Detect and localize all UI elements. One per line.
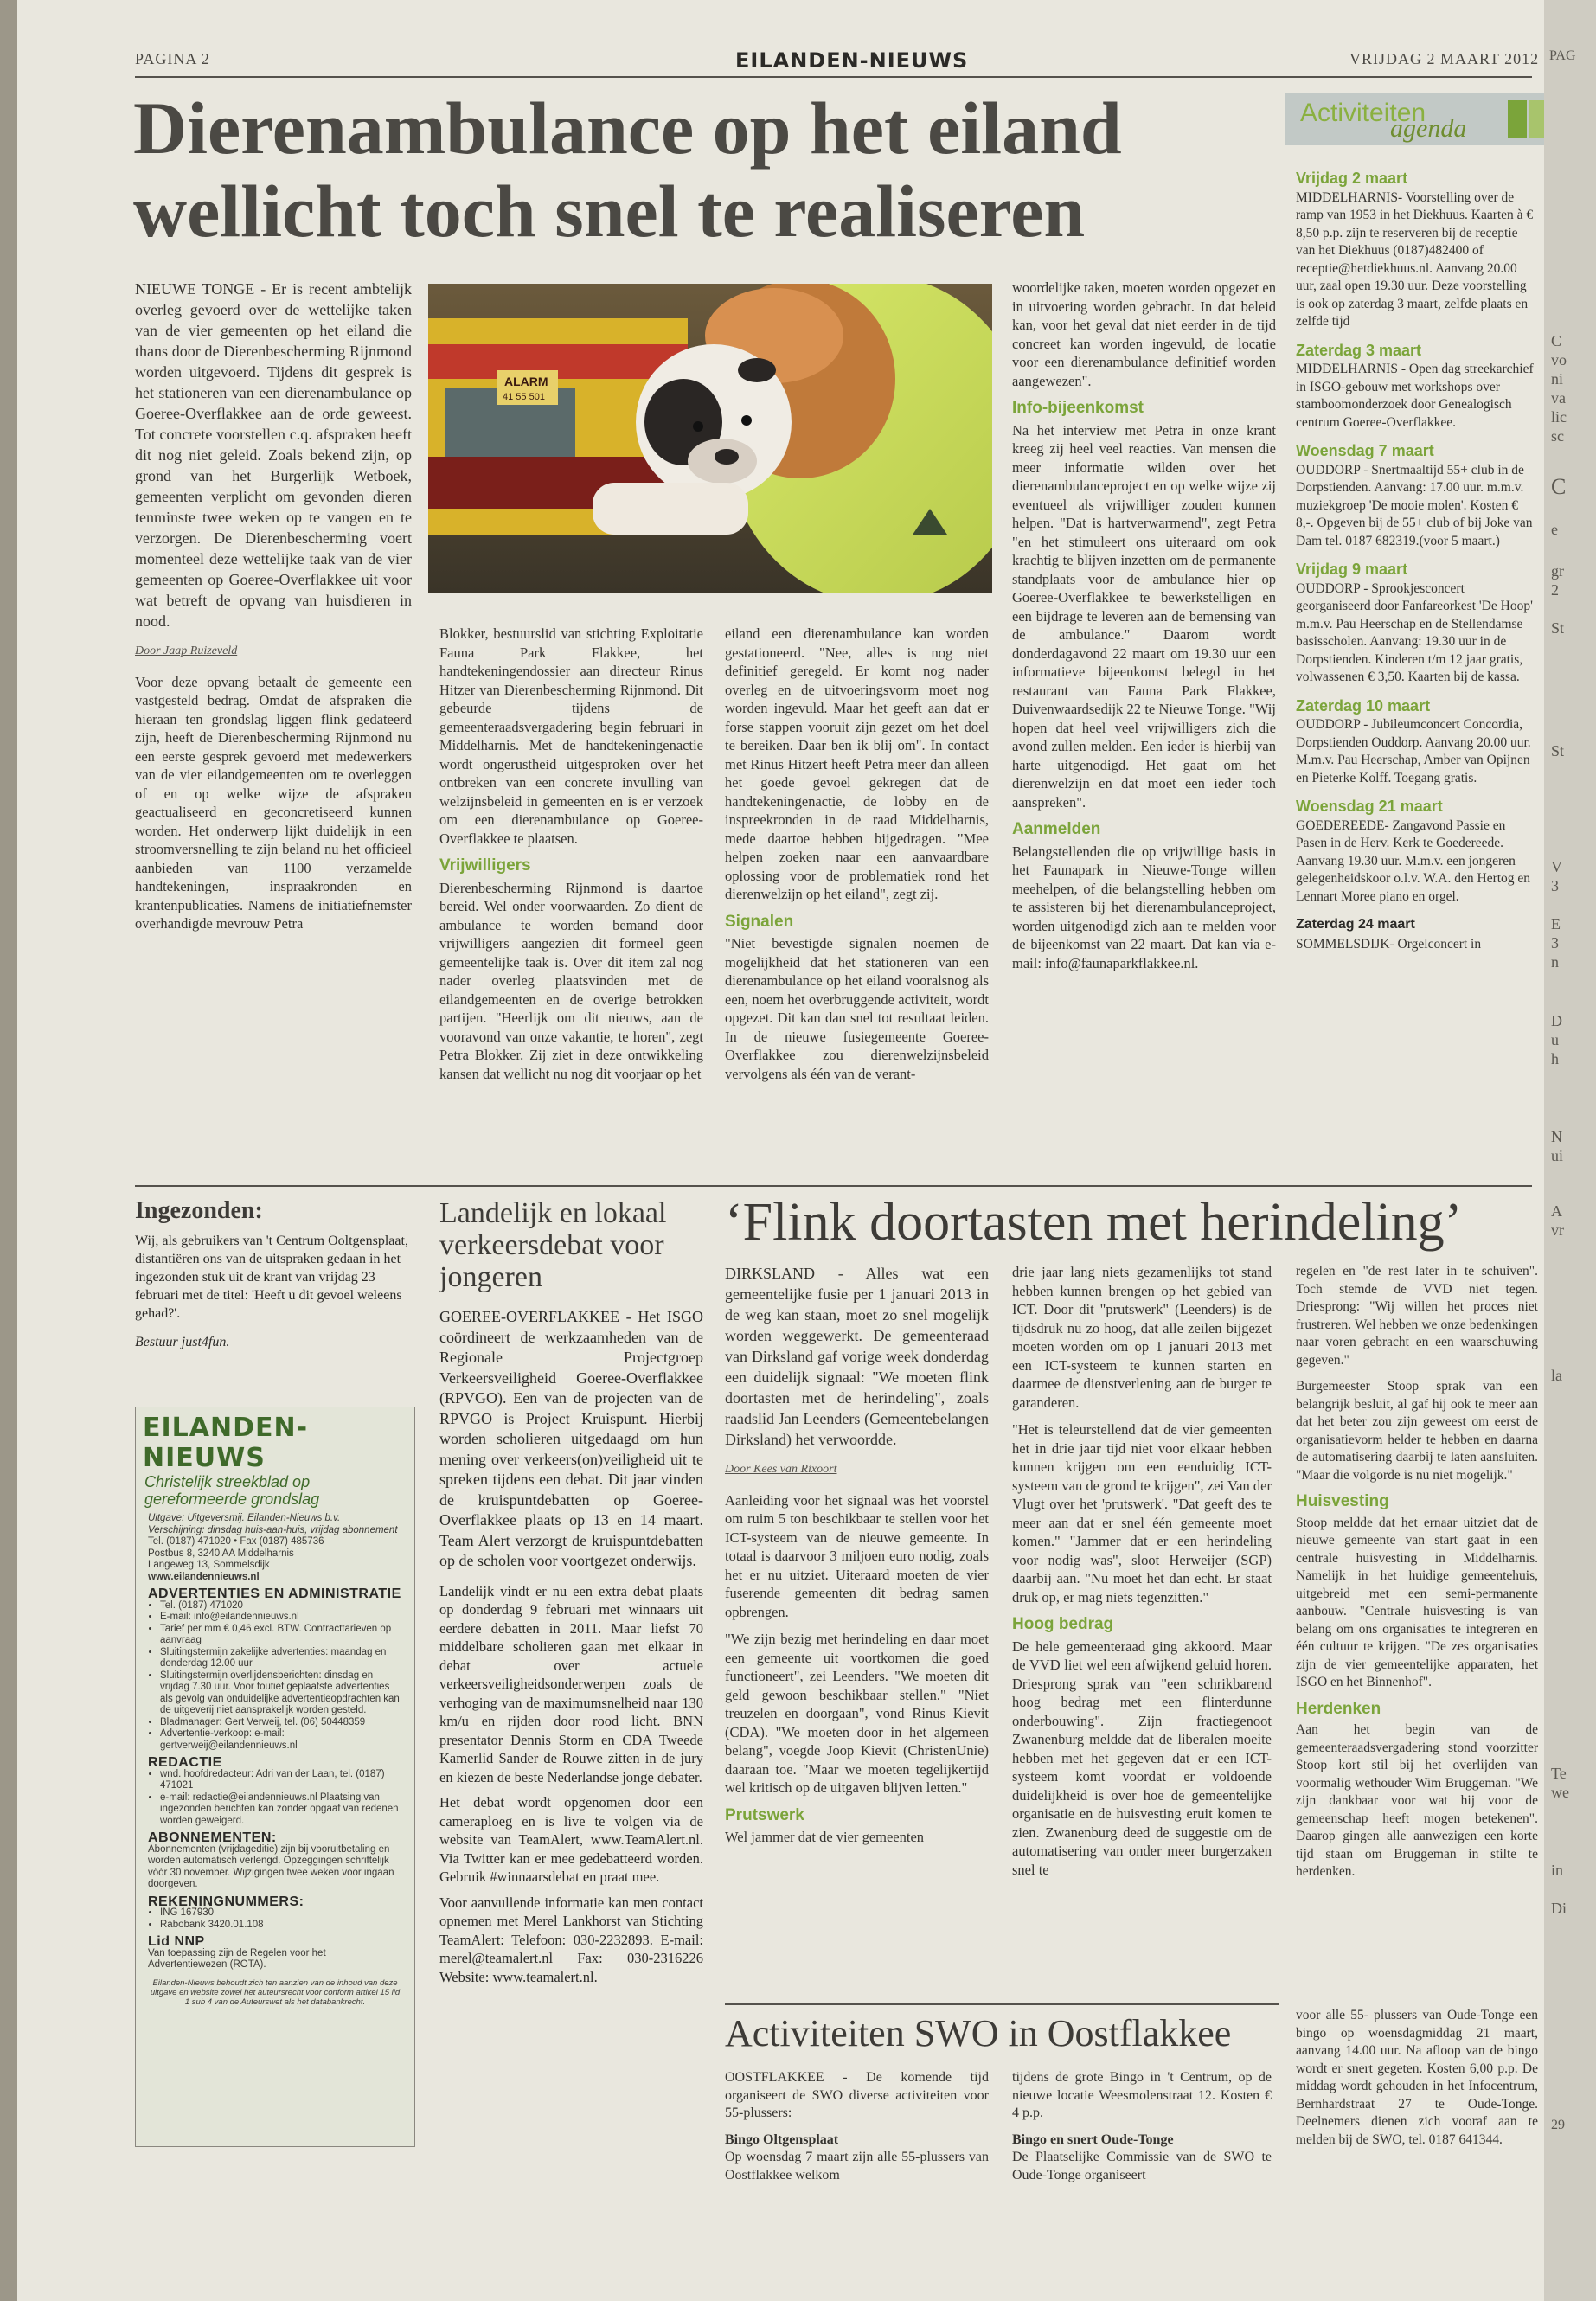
agenda-text-1: MIDDELHARNIS- Voorstelling over de ramp van 1953 in het Diekhuus. Kaarten à € 8,50 p.p. zijn te reserveren bij de receptie van het Diekhuus (0187)482400 of receptie@hetdiekhuus.nl. Aanvang 20.00 uur, zaal open 19.30 uur. Deze voorstelling is ook op zaterdag 3 maart, zelfde plaats en zelfde tijd: [1296, 189, 1534, 329]
debat-lead: GOEREE-OVERFLAKKEE - Het ISGO coördineert de werkzaamheden van de Regionale Projectgroep Verkeersveiligheid Goeree-Overflakkee (RPVGO). Een van de projecten van de RPVGO is Project Kruispunt. Hierbij worden scholieren uitgedaagd om hun mening over verkeers(on)veiligheid uit te spreken tijdens een debat. Dit jaar vinden de kruispuntdebatten op Goeree-Overflakkee plaats op 13 en 14 maart. Team Alert verzorgt de kruispuntdebatten op de scholen voor voortgezet onderwijs.: [439, 1308, 703, 1569]
edge-text: h: [1551, 1050, 1559, 1067]
subhead-herdenken: Herdenken: [1296, 1699, 1381, 1718]
edge-text: C: [1551, 474, 1567, 499]
subhead-prutswerk: Prutswerk: [725, 1805, 804, 1824]
herindeling-col-1: [725, 1263, 989, 1856]
main-article-col-1: [135, 279, 412, 942]
colofon-red-list: [148, 1769, 402, 1828]
agenda-text-5: OUDDORP - Jubileumconcert Concordia, Dorpstienden Ouddorp. Aanvang 20.00 uur. M.m.v. Pau Heerschap, Amber van Opijnen en Pieterke Kolff. Toegang gratis.: [1296, 717, 1531, 785]
colofon-adv-title: ADVERTENTIES EN ADMINISTRATIE: [148, 1586, 401, 1601]
main-article-col4-p3: Belangstellenden die op vrijwillige basis in het Faunapark in Nieuwe-Tonge willen meehelpen, of die belangstelling hebben om te assisteren bij het dierenambulanceproject, worden uitgenodigd zich aan te melden voor de bijeenkomst van 22 maart. Dat kan via e-mail: info@faunaparkflakkee.nl.: [1012, 843, 1276, 971]
swo-col-3: [1296, 2007, 1538, 2157]
agenda-date-7: Zaterdag 24 maart: [1296, 917, 1415, 932]
agenda-text-4: OUDDORP - Sprookjesconcert georganiseerd door Fanfareorkest 'De Hoop' m.m.v. Pau Heerschap en de Stellendamse basisscholen. Aanvang: 19.30 uur in de Dorpstienden. Kinderen t/m 12 jaar gratis, volwassenen € 3,50. Kaarten bij de kassa.: [1296, 580, 1533, 684]
ingezonden-title: Ingezonden:: [135, 1197, 263, 1224]
herindeling-byline: Door Kees van Rixoort: [725, 1463, 837, 1476]
edge-text: la: [1551, 1367, 1562, 1384]
colofon-adv-item: • Tel. (0187) 471020: [160, 1600, 402, 1612]
swo-p2: tijdens de grote Bingo in 't Centrum, op de nieuwe locatie Weesmolenstraat 12. Kosten € 4 p.p.: [1012, 2070, 1272, 2120]
edge-text: A: [1551, 1202, 1562, 1220]
herindeling-col-2: [1012, 1263, 1272, 1888]
debat-article: [439, 1197, 703, 1986]
swo-p3: De Plaatselijke Commissie van de SWO te Oude-Tonge organiseert: [1012, 2150, 1272, 2182]
main-article-col2-p1: Blokker, bestuurslid van stichting Exploitatie Fauna Park Flakkee, het handtekeningendossier aan directeur Rinus Hitzer van Dierenbescherming Rijnmond. Dit gebeurde tijdens de gemeenteraadsvergadering begin februari in Middelharnis. Met de handtekeningenactie wordt ongerustheid uitgesproken over het ontbreken van een concrete invulling van welzijnsbeleid in gemeenten en is er verzoek om een dierenambulance op Goeree-Overflakkee te plaatsen.: [439, 625, 703, 847]
headline-line-1: Dierenambulance op het eiland: [133, 87, 1122, 170]
edge-text: n: [1551, 953, 1559, 971]
colofon-tagline: Christelijk streekblad op gereformeerde grondslag: [144, 1473, 320, 1508]
edge-text: gr: [1551, 562, 1564, 580]
herindeling-col3-p1: regelen en "de rest later in te schuiven". Toch stemde de VVD niet tegen. Driesprong: "Wij willen het proces niet frustreren. Wel hebben we onze bedenkingen naar voren gebracht en een waarschuwing gegeven.": [1296, 1264, 1538, 1368]
herindeling-col3-p2: Burgemeester Stoop sprak van een belangrijk besluit, al gaf hij ook te meer aan dat het beter zou zijn geweest om eerst de organisatievorm helder te hebben en daarna de automatisering daarbij te laten aansluiten. "Maar die volgorde is nu niet mogelijk.": [1296, 1379, 1538, 1483]
main-article-col1-body: Voor deze opvang betaalt de gemeente een vastgesteld bedrag. Omdat de afspraken die hieraan ten grondslag liggen flink gedateerd zijn, heeft de Dierenbescherming Rijnmond nu een eerste gesprek gevoerd met medewerkers van de vier eilandgemeenten om te overleggen of en op welke wijze de afspraken geactualiseerd en geconcretiseerd kunnen worden. Het onderwerp lijkt duidelijk in een stroomversnelling te zijn beland nu het officieel aanbieden van 1100 verzamelde handtekeningen, inspraakronden en krantenpublicaties. Namens de initiatiefnemster overhandigde mevrouw Petra: [135, 673, 412, 932]
main-article-lead: NIEUWE TONGE - Er is recent ambtelijk overleg gevoerd over de wettelijke taken van de vier gemeenten op het eiland die thans door de Dierenbescherming Rijnmond worden uitgevoerd. Tijdens dit gesprek is het stationeren van een dierenambulance op Goeree-Overflakkee aan de orde geweest. Tot concrete voorstellen c.q. afspraken heeft dit nog niet geleid. Zoals bekend zijn, op grond van het Burgerlijk Wetboek, gemeenten verplicht om gevonden dieren tenminste twee weken op te vangen en te verzorgen. De Dierenbescherming voert momenteel deze wettelijke taak van de vier gemeenten op Goeree-Overflakkee uit voor wat betreft de opvang van huisdieren in nood.: [135, 280, 412, 630]
herindeling-col1-p1: Aanleiding voor het signaal was het voorstel om ruim 5 ton beschikbaar te stellen voor het ICT-systeem van de nieuwe gemeente. In totaal is daarvoor 3 miljoen euro nodig, zoals het er nu uitziet. Uiteraard moeten de vier fuserende gemeenten dit bedrag samen opbrengen.: [725, 1491, 989, 1620]
agenda-date-1: Vrijdag 2 maart: [1296, 170, 1408, 187]
colofon-adv-item: • Sluitingstermijn zakelijke advertenties: maandag en donderdag 12.00 uur: [160, 1647, 402, 1670]
next-page-header: PAG: [1549, 48, 1576, 63]
swo-sub-2: Bingo en snert Oude-Tonge: [1012, 2131, 1174, 2147]
colofon-adv-item: • Tarief per mm € 0,46 excl. BTW. Contracttarieven op aanvraag: [160, 1624, 402, 1647]
edge-text: 2: [1551, 581, 1559, 599]
edge-text: E: [1551, 915, 1561, 933]
main-headline: [133, 87, 1284, 253]
header-date: VRIJDAG 2 MAART 2012: [1349, 50, 1540, 67]
colofon-adres: Langeweg 13, Sommelsdijk: [148, 1560, 270, 1570]
main-article-col3-p2: "Niet bevestigde signalen noemen de mogelijkheid dat het stationeren van een dierenambulance op het eiland vooralsnog als een, noem het overbruggende activiteit, wordt opgezet. Dit kan dan snel tot resultaat leiden. In de nieuwe fusiegemeente Goeree-Overflakkee zou dierenwelzijnsbeleid vervolgens als één van de verant-: [725, 935, 989, 1082]
section-rule: [135, 1185, 1532, 1187]
debat-title: Landelijk en lokaal verkeersdebat voor jongeren: [439, 1197, 667, 1293]
herindeling-col1-p2: "We zijn bezig met herindeling en daar moet een gemeente uit voortkomen die goed functioneert", zei Leenders. "We moeten dit geld gewoon beschikbaar stellen." "Niet treuzelen en doorgaan", vond Rinus Kievit (CDA). "We moeten door in het algemeen belang", voegde Joop Kievit (ChristenUnie) daaraan toe. "Maar we moeten tegelijkertijd wel kritisch op de uitgaven blijven letten.": [725, 1631, 989, 1796]
header-rule: [135, 76, 1532, 78]
herindeling-col1-p3: Wel jammer dat de vier gemeenten: [725, 1829, 925, 1845]
colofon-rek-item: • ING 167930: [160, 1907, 402, 1920]
subhead-aanmelden: Aanmelden: [1012, 820, 1101, 838]
colofon-adv-item: • Advertentie-verkoop: e-mail: gertverweij@eilandennieuws.nl: [160, 1728, 402, 1752]
colofon-rek-list: [148, 1907, 402, 1931]
main-article-col-3: [725, 625, 989, 1092]
debat-body: [439, 1582, 703, 1987]
swo-sub-1: Bingo Oltgensplaat: [725, 2131, 839, 2147]
debat-p2: Het debat wordt opgenomen door een cameraploeg en is live te volgen via de website van TeamAlert, www.TeamAlert.nl. Via Twitter kan er mee gedebatteerd worden. Gebruik #winnaarsdebat en praat mee.: [439, 1794, 703, 1885]
agenda-tab-icon-2: [1529, 100, 1544, 138]
colofon-verschijning: Verschijning: dinsdag huis-aan-huis, vrijdag abonnement: [148, 1524, 398, 1535]
next-page-edge: [1544, 0, 1596, 2301]
main-article-col-4: [1012, 279, 1276, 981]
edge-text: D: [1551, 1012, 1562, 1029]
swo-p1: Op woensdag 7 maart zijn alle 55-plussers van Oostflakkee welkom: [725, 2150, 989, 2182]
colofon-red-item: • e-mail: redactie@eilandennieuws.nl Plaatsing van ingezonden berichten kan zonder opgaaf van redenen worden geweigerd.: [160, 1792, 402, 1828]
edge-text: ni: [1551, 370, 1564, 388]
edge-text: va: [1551, 389, 1566, 407]
colofon-adv-item: • E-mail: info@eilandennieuws.nl: [160, 1612, 402, 1624]
debat-p3: Voor aanvullende informatie kan men contact opnemen met Merel Lankhorst van Stichting TeamAlert: Telefoon: 030-2232893. E-mail: merel@teamalert.nl Fax: 030-2316226 Website: www.teamalert.nl.: [439, 1894, 703, 1985]
swo-col-2: [1012, 2069, 1272, 2193]
agenda-title: Activiteiten: [1300, 99, 1426, 127]
herindeling-lead: DIRKSLAND - Alles wat een gemeentelijke fusie per 1 januari 2013 in de weg kan staan, moet zo snel mogelijk worden weggewerkt. De gemeenteraad van Dirksland gaf vorige week donderdag een duidelijk signaal: "We moeten flink doortasten met de herindeling", zoals raadslid Jan Leenders (Gemeentebelangen Dirksland) het verwoordde.: [725, 1265, 989, 1448]
edge-text: 29: [1551, 2118, 1565, 2132]
colofon-box: [135, 1407, 415, 2147]
agenda-date-5: Zaterdag 10 maart: [1296, 696, 1431, 715]
edge-text: 3: [1551, 877, 1559, 894]
ingezonden-section: [135, 1197, 413, 1350]
herindeling-col3-p3: Stoop meldde dat het ernaar uitziet dat de nieuwe gemeente van start gaat in een centrale huisvesting in Middelharnis. Namelijk in het huidige gemeentehuis, uitgebreid met een semi-permanente aanbouw. "Centrale huisvesting is van belang om ons organisaties te integreren en één cultuur te krijgen. "De zes organisaties zijn de vier gemeentelijke apparaten, het ISGO en het Binnenhof".: [1296, 1515, 1538, 1689]
van-sign-number: 41 55 501: [503, 392, 545, 402]
edge-text: V: [1551, 858, 1562, 875]
headline-line-2: wellicht toch snel te realiseren: [133, 170, 1086, 253]
herindeling-col2-p3: De hele gemeenteraad ging akkoord. Maar de VVD liet wel een afwijkend geluid horen. Driesprong sprak van "een schrikbarend hoog bedrag met een flinterdunne onderbouwing". Zijn fractiegenoot Zwanenburg meldde dat de liberalen moeite hebben met het gegeven dat er een ICT-systeem komt voordat er voldoende duidelijkheid is over hoe de gemeentelijke organisatie en de huisvesting eruit komen te zien. Zwanenburg deed de suggestie om de automatisering van onder meer burgerzaken snel te: [1012, 1638, 1272, 1878]
subhead-vrijwilligers: Vrijwilligers: [439, 856, 531, 875]
edge-text: C: [1551, 332, 1562, 349]
edge-text: e: [1551, 521, 1558, 538]
colofon-rek-title: REKENINGNUMMERS:: [148, 1894, 304, 1909]
edge-text: lic: [1551, 408, 1567, 426]
colofon-red-item: • wnd. hoofdredacteur: Adri van der Laan, tel. (0187) 471021: [160, 1769, 402, 1792]
agenda-date-6: Woensdag 21 maart: [1296, 798, 1443, 815]
edge-text: 3: [1551, 934, 1559, 952]
main-article-byline: Door Jaap Ruizeveld: [135, 644, 238, 657]
swo-col-1: [725, 2069, 989, 2193]
agenda-header: [1285, 93, 1544, 145]
edge-text: vo: [1551, 351, 1567, 369]
agenda-text-3: OUDDORP - Snertmaaltijd 55+ club in de Dorpstienden. Aanvang: 17.00 uur. m.m.v. muziekgroep 'De mooie molen'. Kosten € 8,-. Opgeven bij de 55+ club of bij Joke van Dam tel. 0187 682319.(voor 5 maart.): [1296, 462, 1533, 548]
edge-text: sc: [1551, 427, 1564, 445]
swo-title: Activiteiten SWO in Oostflakkee: [725, 2012, 1232, 2054]
page-binding: [0, 0, 17, 2301]
header-masthead: EILANDEN-NIEUWS: [735, 48, 969, 73]
colofon-abo-title: ABONNEMENTEN:: [148, 1830, 277, 1845]
agenda-text-6: GOEDEREEDE- Zangavond Passie en Pasen in de Herv. Kerk te Goedereede. Aanvang 19.30 uur. M.m.v. een jongeren gelegenheidskoor o.l.v. W.A. den Hertog en Lennart Moree piano en orgel.: [1296, 817, 1531, 904]
page-number: PAGINA 2: [135, 50, 210, 67]
swo-rule: [725, 2003, 1279, 2005]
subhead-huisvesting: Huisvesting: [1296, 1492, 1389, 1510]
edge-text: u: [1551, 1031, 1559, 1048]
colofon-abo-text: Abonnementen (vrijdageditie) zijn bij vooruitbetaling en worden automatisch verlengd. Opzeggingen schriftelijk vóór 30 november. Wijzigingen twee weken voor ingaan doorgeven.: [148, 1843, 394, 1889]
edge-text: St: [1551, 742, 1565, 760]
swo-lead: OOSTFLAKKEE - De komende tijd organiseert de SWO diverse activiteiten voor 55-plussers:: [725, 2070, 989, 2120]
main-article-col4-p2: Na het interview met Petra in onze krant kreeg zij heel veel reacties. Van mensen die meer informatie wilden over het dierenambulanceproject en op welke wijze zij eventueel als vrijwilliger zouden kunnen helpen. "Dat is hartverwarmend", zegt Petra "en het stimuleert ons uiteraard om ook krachtig te blijven inzetten om de permanente standplaats voor de ambulance hier op Goeree-Overflakkee te bewerkstelligen en een bijdrage te leveren aan de bemensing van de ambulance." Daarom wordt donderdagavond 22 maart om 19.30 uur een informatieve bijeenkomst belegd in het restaurant van Fauna Park Flakkee, Duivenwaardsedijk 22 te Nieuwe Tonge. "Wij hopen dat heel veel vrijwilligers zich die avond zullen melden. Een ieder is hierbij van harte uitgenodigd. Het gaat om het dierenwelzijn en dat moet een ieder toch aanspreken".: [1012, 421, 1276, 811]
colofon-adv-item: • Sluitingstermijn overlijdensberichten: dinsdag en vrijdag 7.30 uur. Voor foutief geplaatste advertenties als gevolg van onduidelijke advertentieopdrachten kan de uitgeverij niet aansprakelijk worden gesteld.: [160, 1670, 402, 1717]
agenda-date-3: Woensdag 7 maart: [1296, 442, 1434, 459]
colofon-nnp-text: Van toepassing zijn de Regelen voor het Advertentiewezen (ROTA).: [148, 1947, 326, 1970]
colofon-adv-list: [148, 1600, 402, 1753]
main-article-col3-p1: eiland een dierenambulance kan worden gestationeerd. "Nee, alles is nog niet definitief geregeld. Er komt nog nader overleg en de uitvoeringsvorm moet nog worden ingevuld. Maar het geeft aan dat er forse stappen vooruit zijn gezet om het doel te bereiken. Daar ben ik blij om". In contact met Rinus Hitzert heeft Petra meer dan alleen het goede gevoel gekregen dat de handtekeningenactie, de lobby en de inspreekronden in de raad Middelharnis, mede daartoe hebben bijgedragen. "Mee helpen zoeken naar een aanvaardbare oplossing voor de problematiek rond het dierenwelzijn op het eiland", zegt zij.: [725, 625, 989, 902]
herindeling-col2-p2: "Het is teleurstellend dat de vier gemeenten het in drie jaar tijd niet voor elkaar hebben kunnen krijgen om een eenduidig ICT-systeem van de grond te krijgen", zei Van der Vlugt over het 'prutswerk'. "Dat geeft des te meer aan dat er snel één gemeente moet komen." "Jammer dat er een herindeling voor nodig was", sloot Herweijer (SGP) daarbij aan. "Nu moet het dan echt. Er staat druk op, er mag niets tegenzitten.": [1012, 1421, 1272, 1606]
edge-text: Te: [1551, 1765, 1567, 1782]
subhead-signalen: Signalen: [725, 912, 794, 931]
herindeling-title: ‘Flink doortasten met herindeling’: [725, 1193, 1463, 1252]
edge-text: in: [1551, 1862, 1564, 1879]
colofon-red-title: REDACTIE: [148, 1755, 222, 1770]
colofon-nnp-title: Lid NNP: [148, 1934, 205, 1949]
colofon-masthead: EILANDEN-NIEUWS: [143, 1413, 309, 1473]
colofon-uitgave: Uitgave: Uitgeversmij. Eilanden-Nieuws b.v.: [148, 1513, 341, 1523]
herindeling-col-3: [1296, 1263, 1538, 1890]
agenda-date-2: Zaterdag 3 maart: [1296, 341, 1422, 359]
colofon-web[interactable]: www.eilandennieuws.nl: [148, 1571, 260, 1582]
swo-p4: voor alle 55- plussers van Oude-Tonge een bingo op woensdagmiddag 21 maart, aanvang 14.00 uur. Na afloop van de bingo wordt er snert gegeten. Kosten 6,00 p.p. De middag wordt gehouden in het Infocentrum, Bernhardstraat 27 te Oude-Tonge. Deelnemers dienen zich vooraf aan te melden bij de SWO, tel. 0187 641344.: [1296, 2008, 1538, 2147]
colofon-legal: Eilanden-Nieuws behoudt zich ten aanzien van de inhoud van deze uitgave en website zowel het auteursrecht voor conform artikel 15 lid 1 sub 4 van de Auteurswet als het databankrecht.: [150, 1977, 401, 2007]
subhead-info-bijeenkomst: Info-bijeenkomst: [1012, 399, 1144, 417]
van-sign-alarm: ALARM: [504, 375, 548, 388]
agenda-text-7: SOMMELSDIJK- Orgelconcert in: [1296, 936, 1482, 952]
colofon-rek-item: • Rabobank 3420.01.108: [160, 1920, 402, 1932]
photo-illustration: [428, 284, 992, 593]
edge-text: ui: [1551, 1147, 1564, 1164]
agenda-tab-icon: [1508, 100, 1527, 138]
herindeling-col2-p1: drie jaar lang niets gezamenlijks tot stand hebben kunnen brengen op het gebied van ICT. Door dit "prutswerk" (Leenders) is de tijdsdruk nu zo hoog, dat alle zeilen bijgezet moeten worden om op 1 januari 2013 met een ICT-systeem te kunnen starten en daarmee de dienstverlening aan de burger te garanderen.: [1012, 1264, 1272, 1411]
agenda-text-2: MIDDELHARNIS - Open dag streekarchief in ISGO-gebouw met workshops over stamboomonderzoek door Genealogisch centrum Goeree-Overflakkee.: [1296, 362, 1534, 430]
edge-text: we: [1551, 1784, 1569, 1801]
herindeling-col3-p4: Aan het begin van de gemeenteraadsvergadering stond voorzitter Stoop kort stil bij het overlijden van voormalig wethouder Wim Bruggeman. "We zijn dankbaar voor wat hij voor de gemeenschap heeft mogen betekenen". Daarop gingen alle aanwezigen een korte tijd staan om Bruggeman in stilte te herdenken.: [1296, 1722, 1538, 1879]
colofon-tel: Tel. (0187) 471020 • Fax (0187) 485736: [148, 1536, 324, 1547]
edge-text: Di: [1551, 1900, 1567, 1917]
agenda-subtitle: agenda: [1390, 114, 1467, 143]
ingezonden-signature: Bestuur just4fun.: [135, 1335, 230, 1349]
newspaper-page: [17, 0, 1544, 2301]
edge-text: St: [1551, 619, 1565, 637]
agenda-list: [1296, 159, 1538, 953]
colofon-adv-item: • Bladmanager: Gert Verweij, tel. (06) 50448359: [160, 1717, 402, 1729]
colofon-postbus: Postbus 8, 3240 AA Middelharnis: [148, 1548, 294, 1559]
subhead-hoog-bedrag: Hoog bedrag: [1012, 1615, 1114, 1633]
colofon-body: [136, 1508, 414, 2012]
main-article-col4-p1: woordelijke taken, moeten worden opgezet en in uitvoering worden gebracht. In dat beleid kan, voor het geval dat niet eerder in de tijd concreet kan worden ingevuld, de locatie voor een dierenambulance definitief worden aangewezen".: [1012, 279, 1276, 389]
dog-ambulance-photo: [428, 284, 992, 593]
edge-text: vr: [1551, 1221, 1564, 1239]
edge-text: N: [1551, 1128, 1562, 1145]
main-article-col-2: [439, 625, 703, 1092]
debat-p1: Landelijk vindt er nu een extra debat plaats op donderdag 9 februari met winnaars uit eerdere debatten in 2011. Maar liefst 70 middelbare scholieren gaan met elkaar in debat over actuele verkeersveiligheidsonderwerpen zoals de verhoging van de maximumsnelheid naar 130 km/u en rijden door rood licht. BNN presentator Dennis Storm en CDA Tweede Kamerlid Sander de Rouwe zitten in de jury en kiezen de beste Nederlandse jonge debater.: [439, 1582, 703, 1785]
ingezonden-text: Wij, als gebruikers van 't Centrum Ooltgensplaat, distantiëren ons van de uitspraken gedaan in het ingezonden stuk uit de krant van vrijdag 23 februari met de titel: 'Heeft u dit gevoel weleens gehad?'.: [135, 1234, 408, 1321]
agenda-date-4: Vrijdag 9 maart: [1296, 561, 1408, 578]
main-article-col2-p2: Dierenbescherming Rijnmond is daartoe bereid. Wel onder voorwaarden. Zo dient de ambulance te worden bemand door vrijwilligers aangezien dit formeel geen gemeentelijke taak is. Over dit item zal nog nader overleg plaatsvinden met de eilandgemeenten en de overige betrokken partijen. "Heerlijk om dit nieuws, aan de vooravond van onze vakantie, te horen", zegt Petra Blokker. Zij ziet in deze ontwikkeling kansen dat wellicht nu nog dit voorjaar op het: [439, 879, 703, 1082]
